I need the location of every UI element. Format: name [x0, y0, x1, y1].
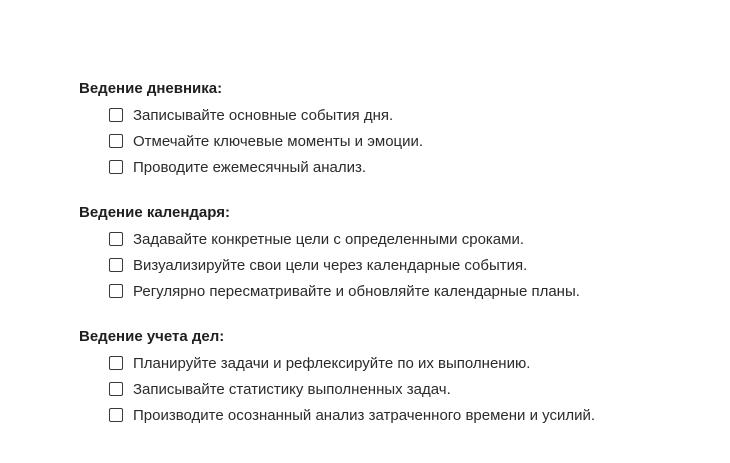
checklist-item-label: Производите осознанный анализ затраченного времени и усилий. — [133, 406, 596, 424]
checklist — [79, 102, 719, 180]
checkbox[interactable] — [109, 408, 123, 422]
checklist-item — [109, 376, 719, 402]
section-task-tracking — [79, 326, 719, 428]
section-title: Ведение календаря: — [79, 204, 230, 221]
checklist-item — [109, 350, 719, 376]
checklist-item — [109, 402, 719, 428]
checklist-item — [109, 154, 719, 180]
checkbox[interactable] — [109, 356, 123, 370]
checklist — [79, 350, 719, 428]
section-title: Ведение учета дел: — [79, 328, 225, 345]
checklist-item-label: Записывайте статистику выполненных задач. — [133, 380, 451, 398]
checklist-item — [109, 128, 719, 154]
checklist-item-label: Отмечайте ключевые моменты и эмоции. — [133, 132, 424, 150]
checkbox[interactable] — [109, 160, 123, 174]
checkbox[interactable] — [109, 284, 123, 298]
section-calendar — [79, 202, 719, 304]
checklist-item — [109, 226, 719, 252]
checkbox[interactable] — [109, 258, 123, 272]
checklist — [79, 226, 719, 304]
checklist-item-label: Задавайте конкретные цели с определенными сроками. — [133, 230, 525, 248]
checklist-item-label: Регулярно пересматривайте и обновляйте календарные планы. — [133, 282, 580, 300]
checklist-document — [79, 78, 719, 450]
checkbox[interactable] — [109, 232, 123, 246]
checklist-item-label: Записывайте основные события дня. — [133, 106, 394, 124]
section-diary — [79, 78, 719, 180]
checklist-item-label: Планируйте задачи и рефлексируйте по их выполнению. — [133, 354, 531, 372]
checklist-item — [109, 252, 719, 278]
checkbox[interactable] — [109, 108, 123, 122]
checklist-item — [109, 102, 719, 128]
checkbox[interactable] — [109, 134, 123, 148]
checklist-item-label: Проводите ежемесячный анализ. — [133, 158, 367, 176]
checkbox[interactable] — [109, 382, 123, 396]
section-title: Ведение дневника: — [79, 80, 223, 97]
checklist-item — [109, 278, 719, 304]
checklist-item-label: Визуализируйте свои цели через календарные события. — [133, 256, 528, 274]
